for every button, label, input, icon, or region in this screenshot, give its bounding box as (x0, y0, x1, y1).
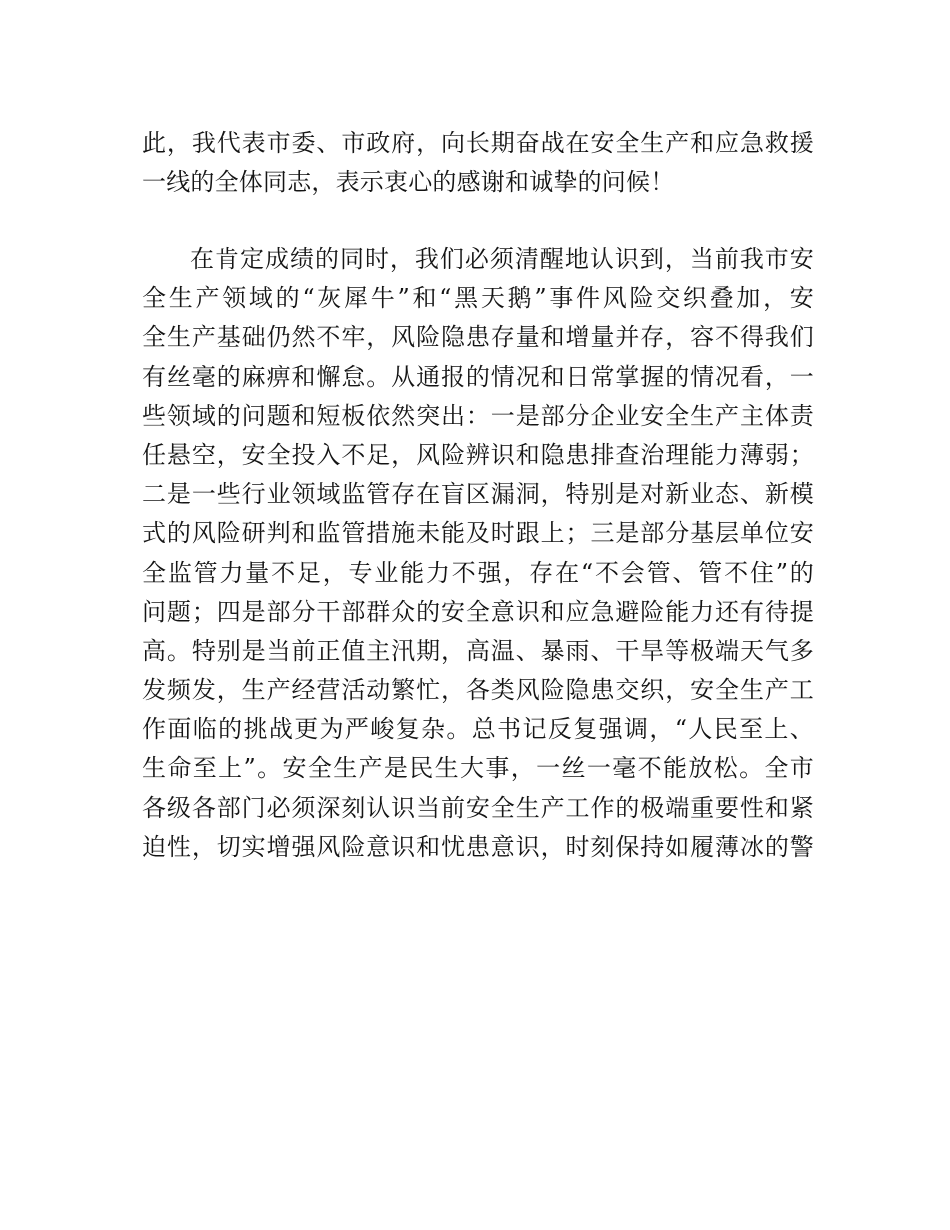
text-line: 高。特别是当前正值主汛期，高温、暴雨、干旱等极端天气多 (142, 636, 814, 665)
text-line: 一线的全体同志，表示衷心的感谢和诚挚的问候！ (142, 168, 675, 197)
text-line: 二是一些行业领域监管存在盲区漏洞，特别是对新业态、新模 (142, 480, 814, 509)
text-line: 全监管力量不足，专业能力不强，存在“不会管、管不住”的 (142, 558, 814, 587)
paragraph-1 (142, 124, 814, 202)
text-line: 作面临的挑战更为严峻复杂。总书记反复强调，“人民至上、 (142, 715, 814, 744)
text-line: 有丝毫的麻痹和懈怠。从通报的情况和日常掌握的情况看，一 (142, 362, 814, 391)
text-line: 问题；四是部分干部群众的安全意识和应急避险能力还有待提 (142, 597, 814, 626)
text-line: 式的风险研判和监管措施未能及时跟上；三是部分基层单位安 (142, 519, 814, 548)
text-line: 迫性，切实增强风险意识和忧患意识，时刻保持如履薄冰的警 (142, 832, 814, 861)
text-line: 全生产领域的“灰犀牛”和“黑天鹅”事件风险交织叠加，安 (142, 284, 814, 313)
text-line: 在肯定成绩的同时，我们必须清醒地认识到，当前我市安 (190, 245, 814, 273)
text-line: 生命至上”。安全生产是民生大事，一丝一毫不能放松。全市 (142, 754, 814, 783)
paragraph-2 (142, 240, 814, 867)
text-line: 全生产基础仍然不牢，风险隐患存量和增量并存，容不得我们 (142, 323, 814, 352)
text-line: 各级各部门必须深刻认识当前安全生产工作的极端重要性和紧 (142, 793, 814, 822)
text-line: 此，我代表市委、市政府，向长期奋战在安全生产和应急救援 (142, 129, 814, 157)
text-line: 些领域的问题和短板依然突出：一是部分企业安全生产主体责 (142, 401, 814, 430)
text-line: 任悬空，安全投入不足，风险辨识和隐患排查治理能力薄弱； (142, 440, 814, 469)
text-line: 发频发，生产经营活动繁忙，各类风险隐患交织，安全生产工 (142, 676, 814, 705)
